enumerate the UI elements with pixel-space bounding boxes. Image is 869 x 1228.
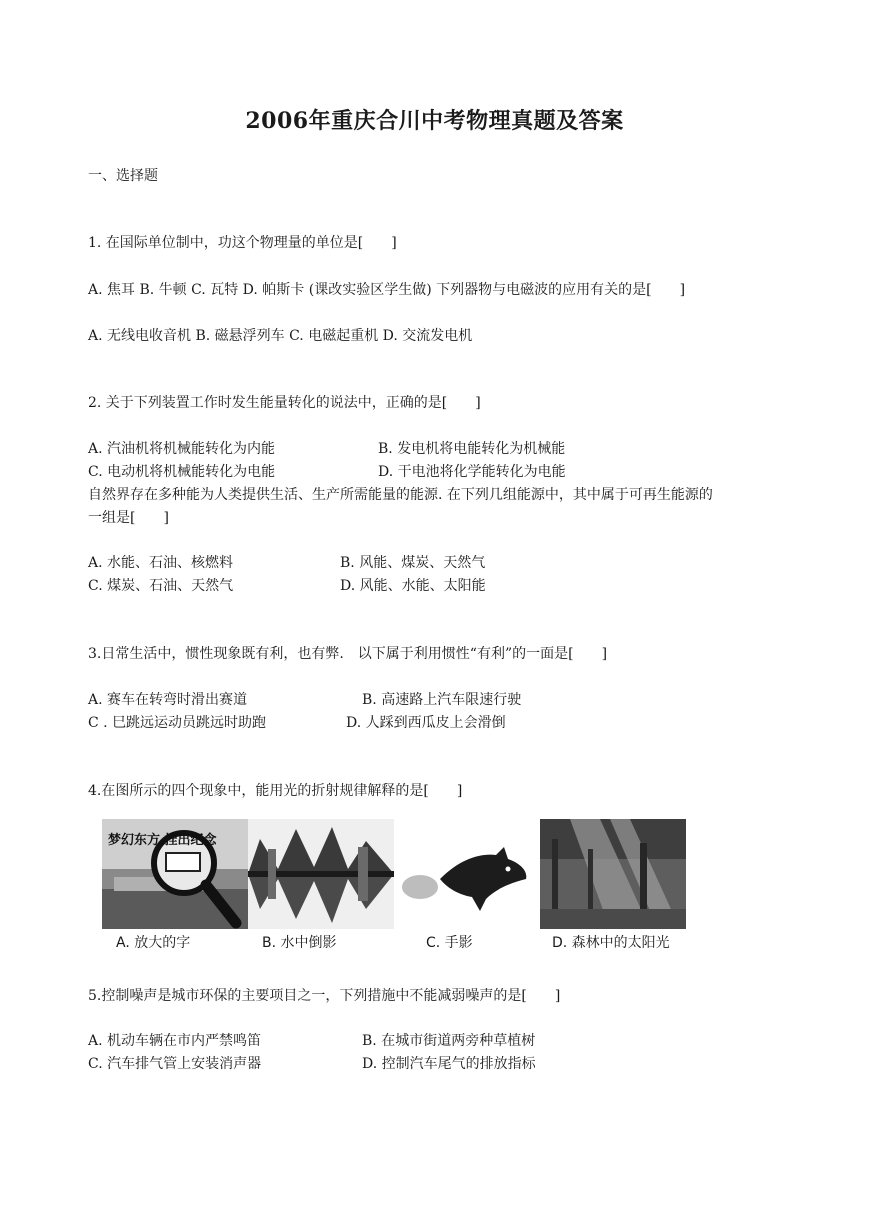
figure-caption-b: B. 水中倒影 <box>262 935 337 951</box>
question-2b-stem-line2: 一组是[ ] <box>88 510 169 526</box>
question-2b-stem-line1: 自然界存在多种能为人类提供生活、生产所需能量的能源. 在下列几组能源中，其中属于可再生能源的 <box>88 487 713 503</box>
question-3-option-b: B. 高速路上汽车限速行驶 <box>362 692 522 708</box>
question-2b-option-c: C. 煤炭、石油、天然气 <box>88 578 234 594</box>
question-3-option-d: D. 人踩到西瓜皮上会滑倒 <box>346 715 506 731</box>
question-3-stem: 3.日常生活中，惯性现象既有利，也有弊. 以下属于利用惯性“有利”的一面是[ ] <box>88 646 608 662</box>
page-title: 2006年重庆合川中考物理真题及答案 <box>245 108 624 134</box>
question-2-option-b: B. 发电机将电能转化为机械能 <box>378 441 566 457</box>
section-heading: 一、选择题 <box>88 168 158 184</box>
question-5-option-b: B. 在城市街道两旁种草植树 <box>362 1033 536 1049</box>
figure-panel-hand-shadow <box>400 819 534 929</box>
question-2b-option-b: B. 风能、煤炭、天然气 <box>340 555 486 571</box>
figure-panel-forest-light <box>540 819 686 929</box>
question-5-option-a: A. 机动车辆在市内严禁鸣笛 <box>88 1033 262 1049</box>
figure-sign-text: 梦幻东方 挂出纪念 <box>108 833 217 848</box>
question-3-option-a: A. 赛车在转弯时滑出赛道 <box>88 692 248 708</box>
question-4-stem: 4.在图所示的四个现象中，能用光的折射规律解释的是[ ] <box>88 783 463 799</box>
question-2-option-c: C. 电动机将机械能转化为电能 <box>88 464 276 480</box>
question-2-option-a: A. 汽油机将机械能转化为内能 <box>88 441 276 457</box>
figure-panel-magnifier <box>102 819 250 929</box>
question-5-stem: 5.控制噪声是城市环保的主要项目之一，下列措施中不能减弱噪声的是[ ] <box>88 988 561 1004</box>
figure-panel-reflection <box>248 819 394 929</box>
question-4-figure <box>96 813 692 955</box>
question-2-option-d: D. 干电池将化学能转化为电能 <box>378 464 566 480</box>
figure-caption-a: A. 放大的字 <box>116 935 191 951</box>
question-1-stem: 1. 在国际单位制中，功这个物理量的单位是[ ] <box>88 235 397 251</box>
figure-caption-d: D. 森林中的太阳光 <box>552 935 670 951</box>
question-5-option-c: C. 汽车排气管上安装消声器 <box>88 1056 262 1072</box>
figure-caption-c: C. 手影 <box>426 935 473 951</box>
question-1-options: A. 焦耳 B. 牛顿 C. 瓦特 D. 帕斯卡 (课改实验区学生做) 下列器物与电磁波的应用有关的是[ ] <box>88 282 686 298</box>
question-2b-option-d: D. 风能、水能、太阳能 <box>340 578 486 594</box>
question-3-option-c: C . 巳跳远运动员跳远时助跑 <box>88 715 267 731</box>
question-1b-options: A. 无线电收音机 B. 磁悬浮列车 C. 电磁起重机 D. 交流发电机 <box>88 328 473 344</box>
question-5-option-d: D. 控制汽车尾气的排放指标 <box>362 1056 536 1072</box>
question-2-stem: 2. 关于下列装置工作时发生能量转化的说法中，正确的是[ ] <box>88 395 481 411</box>
question-2b-option-a: A. 水能、石油、核燃料 <box>88 555 234 571</box>
